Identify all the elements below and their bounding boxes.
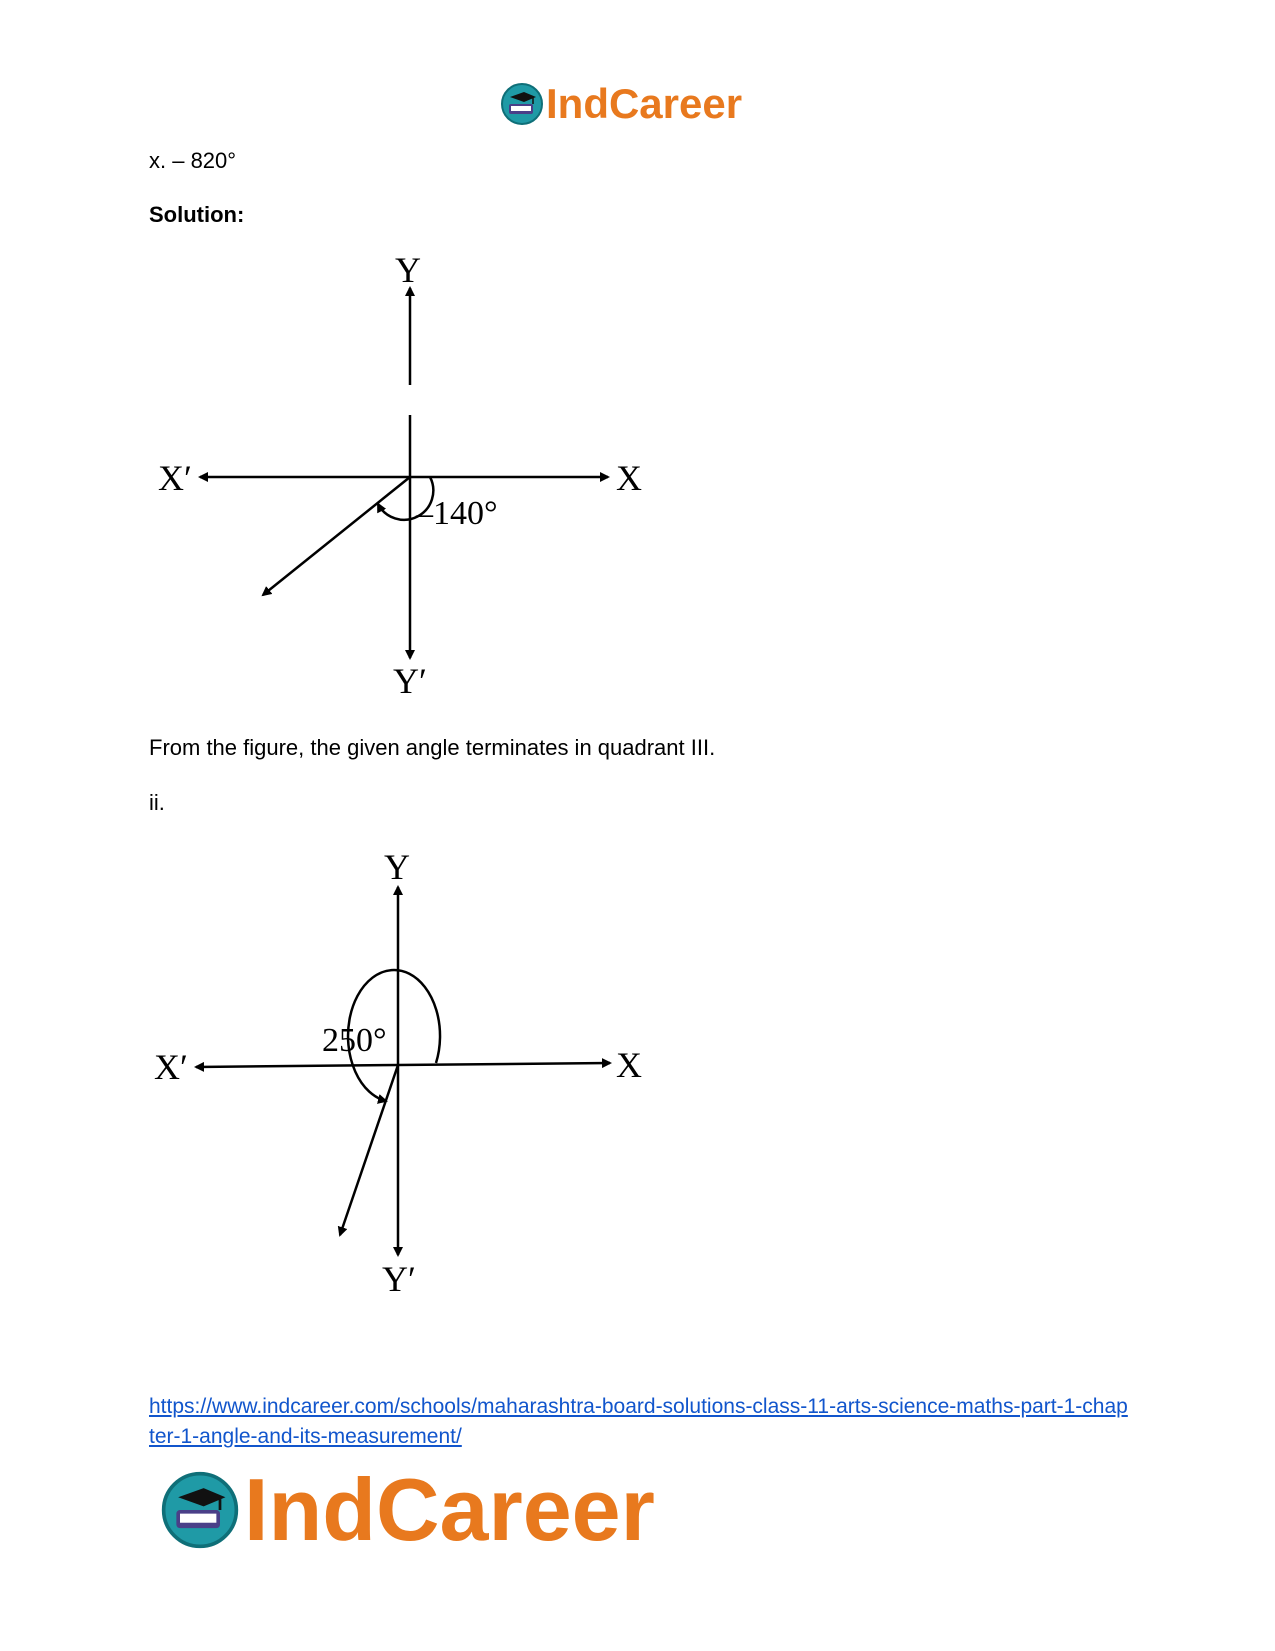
x-axis-negative — [196, 1065, 398, 1067]
graduation-book-icon — [500, 82, 544, 126]
x-label: X — [616, 458, 642, 498]
angle-diagram-2 — [140, 845, 660, 1305]
y-prime-label: Y′ — [382, 1259, 416, 1299]
question-label: x. – 820° — [149, 148, 237, 173]
indcareer-logo-top — [500, 78, 742, 130]
y-label: Y — [395, 250, 421, 290]
solution-label: Solution: — [149, 202, 245, 227]
x-axis-positive — [398, 1063, 610, 1065]
angle-label: –140° — [416, 495, 498, 532]
angle-diagram-1 — [140, 250, 660, 710]
source-link[interactable]: https://www.indcareer.com/schools/maharashtra-board-solutions-class-11-arts-science-maths-part-1-chapter-1-angle-and-its-measurement/ — [149, 1395, 1128, 1448]
logo-text: IndCareer — [546, 80, 743, 127]
indcareer-logo-bottom — [160, 1460, 655, 1559]
x-prime-label: X′ — [158, 458, 192, 498]
graduation-book-icon — [160, 1470, 240, 1550]
y-prime-label: Y′ — [393, 661, 427, 701]
logo-text: IndCareer — [244, 1460, 655, 1559]
part-label: ii. — [149, 790, 165, 815]
y-label: Y — [384, 847, 410, 887]
x-label: X — [616, 1045, 642, 1085]
conclusion-text: From the figure, the given angle terminates in quadrant III. — [149, 735, 716, 760]
angle-label: 250° — [322, 1022, 387, 1059]
x-prime-label: X′ — [154, 1047, 188, 1087]
terminal-ray — [263, 477, 410, 595]
